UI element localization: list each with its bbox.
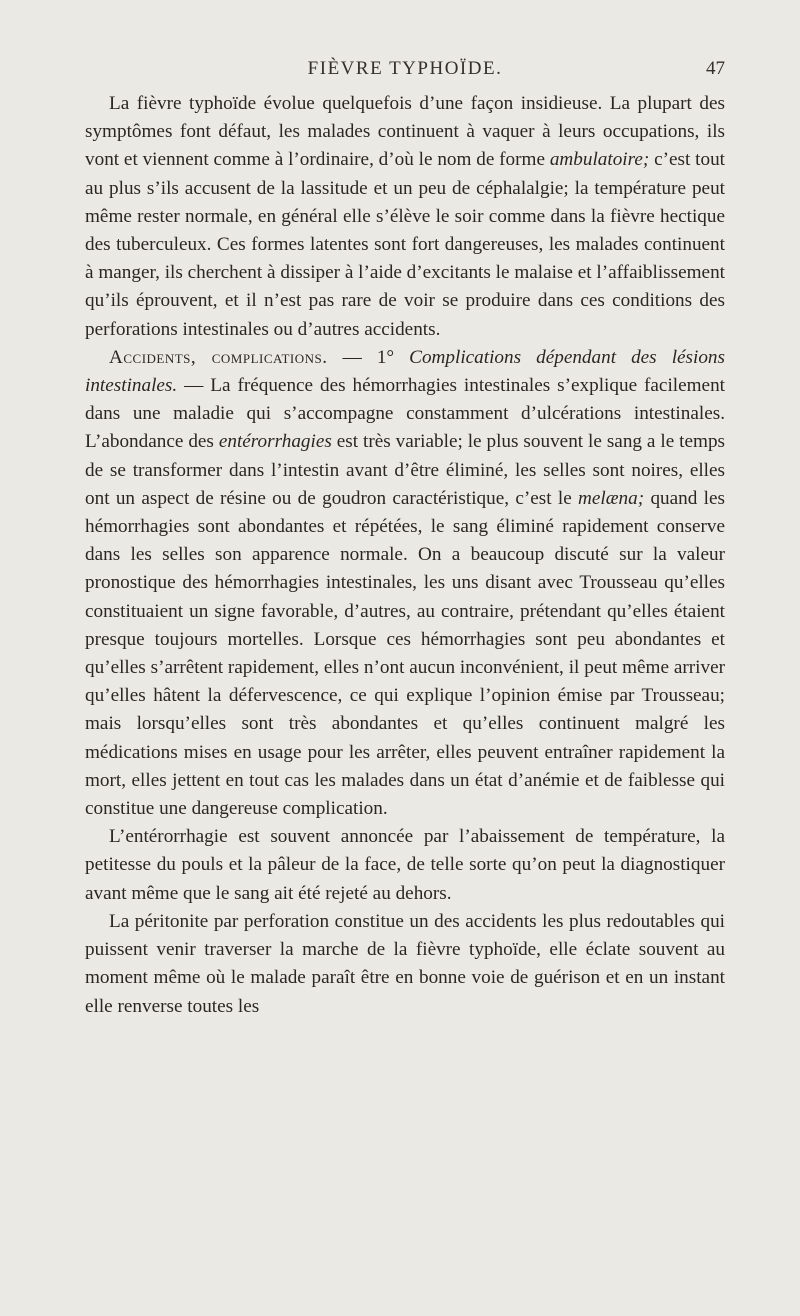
text-segment: est très variable; le plus souvent le sang a le temps de se transformer dans l’intestin avant d’être éliminé, les selles sont noires, elles ont un aspect de résine ou de goudron caractéristique, c’est le [85,431,726,509]
text-segment: — La fréquence des hémorrhagies intestinales s’explique facilement dans une maladie qui s’accompagne constamment d’ulcérations intestinales. L’abondance des [85,375,725,453]
section-lead: Accidents, complications. [109,346,328,368]
paragraph [85,90,725,344]
text-segment-italic: ambulatoire; [549,149,650,171]
text-segment-italic: melæna; [578,487,645,509]
text-segment-italic: entérorrhagies [218,431,332,453]
running-title: FIÈVRE TYPHOÏDE. [307,58,503,79]
text-segment: L’entérorrhagie est souvent annoncée par l’abaissement de température, la petitesse du pouls et la pâleur de la face, de telle sorte qu’on peut la diagnostiquer avant même que le sang ait été rejeté au dehors. [85,826,725,904]
text-segment: La péritonite par perforation constitue un des accidents les plus redoutables qui puissent venir traverser la marche de la fièvre typhoïde, elle éclate souvent au moment même où le malade paraît être en bonne voie de guérison et en un instant elle renverse toutes les [85,910,725,1017]
text-segment: quand les hémorrhagies sont abondantes et répétées, le sang éliminé rapidement conserve dans les selles son apparence normale. On a beaucoup discuté sur la valeur pronostique des hémorrhagies intestinales, les uns disant avec Trousseau qu’elles constituaient un signe favorable, d’autres, au contraire, prétendant qu’elles étaient presque toujours mortelles. Lorsque ces hémorrhagies sont peu abondantes et qu’elles s’arrêtent rapidement, elles n’ont aucun inconvénient, il peut même arriver qu’elles hâtent la défervescence, ce qui explique l’opinion émise par Trousseau; mais lorsqu’elles sont très abondantes et qu’elles continuent malgré les médications mises en usage pour les arrêter, elles peuvent entraîner rapidement la mort, elles jettent en tout cas les malades dans un état d’anémie et de faiblesse qui constitue une dangereuse complication. [85,487,725,820]
section-heading-italic: Complications dépendant des lésions intestinales. [85,346,725,397]
paragraph [85,908,725,1021]
page-header [85,58,725,88]
text-segment: — 1° [327,346,410,368]
body-text [85,90,725,1021]
page-number: 47 [706,58,725,79]
paragraph [85,823,725,908]
text-segment: La fièvre typhoïde évolue quelquefois d’une façon insidieuse. La plupart des symptômes font défaut, les malades continuent à vaquer à leurs occupations, ils vont et viennent comme à l’ordinaire, d’où le nom de forme [85,93,725,171]
paragraph [85,344,725,823]
text-segment: c’est tout au plus s’ils accusent de la lassitude et un peu de céphalalgie; la température peut même rester normale, en général elle s’élève le soir comme dans la fièvre hectique des tuberculeux. Ces formes latentes sont fort dangereuses, les malades continuent à manger, ils cherchent à dissiper à l’aide d’excitants le malaise et l’affaiblissement qu’ils éprouvent, et il n’est pas rare de voir se produire dans ces conditions des perforations intestinales ou d’autres accidents. [85,149,725,340]
